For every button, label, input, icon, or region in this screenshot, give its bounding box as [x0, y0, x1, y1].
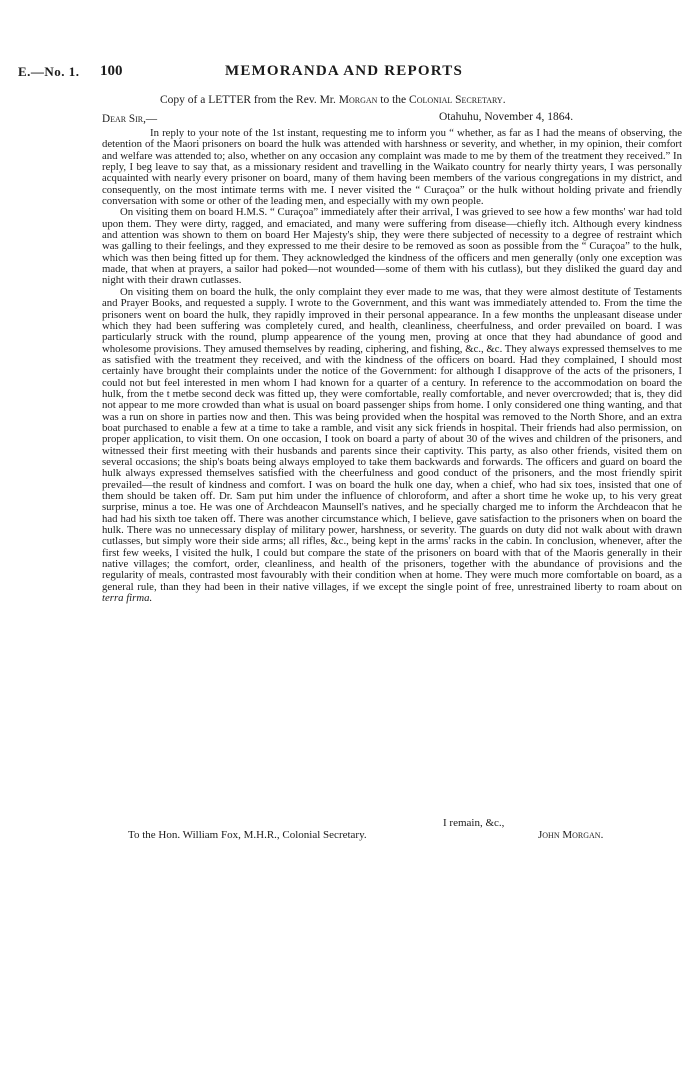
- document-reference: E.—No. 1.: [18, 64, 80, 79]
- signature: John Morgan.: [538, 829, 604, 841]
- dateline: Otahuhu, November 4, 1864.: [439, 111, 574, 123]
- letter-title: [160, 94, 506, 106]
- letter-body: [102, 128, 682, 604]
- salutation: Dear Sir,—: [102, 113, 158, 125]
- paragraph-text: On visiting them on board the hulk, the only complaint they ever made to me was, that they were almost destitute of Testaments and Prayer Books, and requested a supply. I wrote to the Government, and this want was immediately attended to. From the time the prisoners went on board the hulk, they rapidly improved in their personal appearance. In a few months the unpleasant disease under which they had been suffering was completely cured, and health, cleanliness, cheerfulness, and order prevailed on board. I was particularly struck with the round, plump appearence of the young men, proving at once that they had abundance of good and wholesome provisions. They amused themselves by reading, ciphering, and fishing, &c., &c. They always expressed themselves to me as satisfied with the treatment they received, and with the kindness of the officers on board. Had they complained, I should most certainly have brought their complaints under the notice of the Government: for although I disapprove of the acts of the prisoners, I could not but feel interested in men whom I had known for a quarter of a century. In reference to the accommodation on board the hulk, from the t metbe second deck was fitted up, they were comfortable, really comfortable, and never overcrowded; that is, they did not appear to me more crowded than what is usual on board passenger ships from home. I only considered one thing wanting, and that was a run on shore in parties now and then. This was being provided when the hospital was removed to the North Shore, and an extra boat purchased to enable a few at a time to take a ramble, and visit any sick friends in hospital. Their friends had also permission, on proper application, to visit them. On one occasion, I took on board a party of about 30 of the wives and children of the prisoners, and witnessed their first meeting with their husbands and parents since their captivity. This party, as also other friends, visited them on several occasions; the ship's boats being always employed to take them backwards and forwards. The officers and guard on board the hulk always expressed themselves satisfied with the cheerfulness and good conduct of the prisoners, and the most friendly spirit prevailed—the result of kindness and comfort. I was on board the hulk one day, when a chief, who had six toes, insisted that one of them should be taken off. Dr. Sam put him under the influence of chloroform, and after a short time he woke up, to his very great surprise, minus a toe. He was one of Archdeacon Maunsell's natives, and he specially charged me to inform the Archdeacon that he had had his sixth toe taken off. There was another circumstance which, I believe, gave satisfaction to the prisoners when on board the hulk. There was no unnecessary display of military power, harshness, or severity. The guards on duty did not walk about with drawn cutlasses, but simply wore their side arms; all rifles, &c., being kept in the arms' racks in the cabin. In conclusion, whenever, after the first few weeks, I visited the hulk, I could but compare the state of the prisoners on board with that of the Maoris generally in their native villages; the comfort, order, cleanliness, and health of the prisoners, together with the abundance of provisions and the regularity of meals, contrasted most favourably with their condition when at home. They were much more comfortable on board, as a general rule, than they had been in their native villages, if we except the single point of free, unrestrained liberty to roam about on: [102, 285, 682, 593]
- title-author: Morgan: [338, 94, 378, 106]
- running-head: [18, 64, 670, 82]
- paragraph: In reply to your note of the 1st instant, requesting me to inform you “ whether, as far as I had the means of observing, the detention of the Maori prisoners on board the hulk was attended with harshness or severity, and whether, in my opinion, their comfort and welfare was attended to; also, whether on any occasion any complaint was made to me by them of the treatment they received.” In reply, I beg leave to say that, as a missionary resident and travelling in the Waikato country for nearly thirty years, I was personally acquainted with nearly every prisoner on board, many of them having been members of the various congregations in my district, and consequently, on the most intimate terms with me. I never visited the “ Curaçoa” or the hulk without holding private and friendly conversation with some or other of the leading men, and especially with my own people.: [102, 127, 682, 208]
- paragraph: On visiting them on board H.M.S. “ Curaçoa” immediately after their arrival, I was grieved to see how a few months' war had told upon them. They were dirty, ragged, and emaciated, and many were suffering from disease—chiefly itch. Although every kindness and attention was shown to them on board Her Majesty's ship, they were there subjected of necessity to a degree of restraint which was galling to their feelings, and they expressed to me their desire to be removed as soon as possible from the “ Curaçoa” to the hulk, which was then being fitted up for them. They acknowledged the kindness of the officers and men generally (only one exception was made, that when at prayers, a sailor had poked—not wounded—some of them with his cutlass), but they disliked the guard day and night with their drawn cutlasses.: [102, 206, 682, 287]
- title-prefix: Copy of a LETTER from the Rev. Mr.: [160, 94, 339, 106]
- italic-phrase: terra firma.: [102, 592, 153, 605]
- paragraph: [102, 287, 682, 605]
- title-mid: to the: [377, 94, 410, 106]
- running-title: MEMORANDA AND REPORTS: [224, 63, 463, 79]
- closing: I remain, &c.,: [443, 817, 505, 829]
- title-suffix: .: [502, 94, 506, 106]
- title-recipient: Colonial Secretary: [409, 94, 503, 106]
- page-number: 100: [100, 63, 123, 79]
- addressee: To the Hon. William Fox, M.H.R., Colonial Secretary.: [128, 829, 367, 841]
